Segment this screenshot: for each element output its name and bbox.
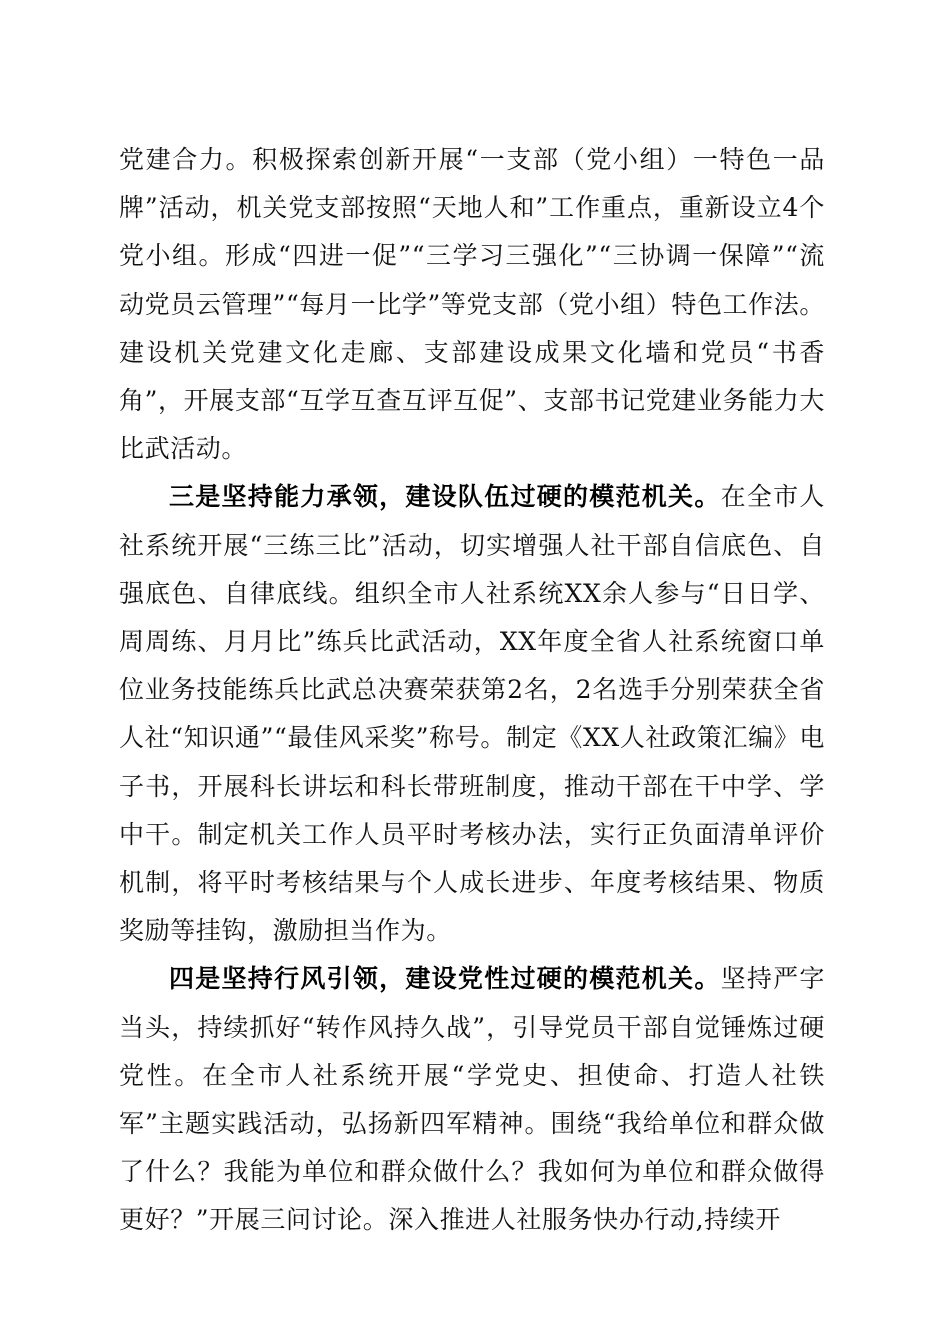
- paragraph-heading: 四是坚持行风引领，建设党性过硬的模范机关。: [169, 964, 721, 994]
- paragraph-capability: [119, 473, 825, 955]
- paragraph-party-building: [119, 136, 825, 473]
- paragraph-text: 坚持严字当头，持续抓好“转作风持久战”，引导党员干部自觉锤炼过硬党性。在全市人社系统开展“学党史、担使命、打造人社铁军”主题实践活动，弘扬新四军精神。围绕“我给单位和群众做了什么？我能为单位和群众做什么？我如何为单位和群众做得更好？”开展三问讨论。深入推进人社服务快办行动,持续开: [119, 964, 825, 1235]
- paragraph-conduct: [119, 955, 825, 1244]
- paragraph-text: 党建合力。积极探索创新开展“一支部（党小组）一特色一品牌”活动，机关党支部按照“天地人和”工作重点，重新设立4个党小组。形成“四进一促”“三学习三强化”“三协调一保障”“流动党员云管理”“每月一比学”等党支部（党小组）特色工作法。建设机关党建文化走廊、支部建设成果文化墙和党员“书香角”，开展支部“互学互查互评互促”、支部书记党建业务能力大比武活动。: [119, 145, 825, 464]
- document-body: [119, 136, 825, 1245]
- paragraph-text: 在全市人社系统开展“三练三比”活动，切实增强人社干部自信底色、自强底色、自律底线。组织全市人社系统XX余人参与“日日学、周周练、月月比”练兵比武活动，XX年度全省人社系统窗口单位业务技能练兵比武总决赛荣获第2名，2名选手分别荣获全省人社“知识通”“最佳风采奖”称号。制定《XX人社政策汇编》电子书，开展科长讲坛和科长带班制度，推动干部在干中学、学中干。制定机关工作人员平时考核办法，实行正负面清单评价机制，将平时考核结果与个人成长进步、年度考核结果、物质奖励等挂钩，激励担当作为。: [119, 482, 825, 946]
- paragraph-heading: 三是坚持能力承领，建设队伍过硬的模范机关。: [169, 482, 721, 512]
